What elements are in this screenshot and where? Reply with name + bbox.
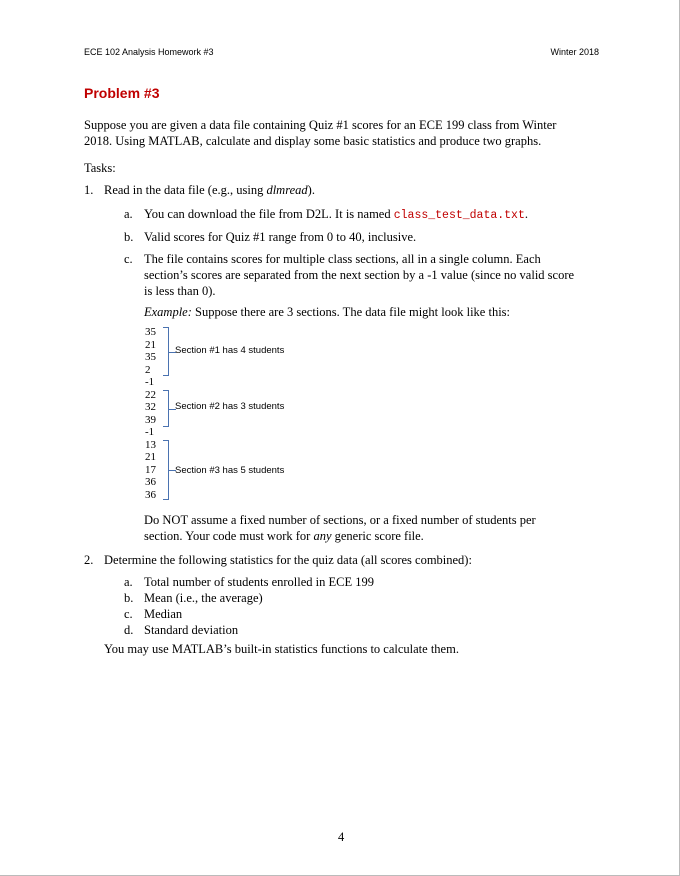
data-value: -1	[145, 426, 155, 438]
header-left: ECE 102 Analysis Homework #3	[84, 47, 214, 57]
data-value: 36	[145, 488, 156, 501]
task-number: 2.	[84, 553, 94, 567]
note-text: Do NOT assume a fixed number of sections, or a fixed number of students per	[144, 513, 536, 527]
subitem-letter: b.	[124, 230, 134, 244]
intro-line: Suppose you are given a data file containing Quiz #1 scores for an ECE 199 class from Winter	[84, 118, 557, 132]
subitem-text: Median	[144, 607, 183, 621]
data-value: 32	[145, 401, 156, 413]
data-value: 36	[145, 476, 156, 488]
example-text: Example: Suppose there are 3 sections. The data file might look like this:	[144, 305, 511, 319]
subitem-letter: c.	[124, 607, 133, 621]
subitem-letter: a.	[124, 207, 133, 221]
subitem-letter: a.	[124, 575, 133, 589]
subitem-letter: b.	[124, 591, 134, 605]
section-label: Section #2 has 3 students	[175, 401, 285, 412]
data-value: 35	[145, 326, 156, 338]
section-bracket	[163, 327, 169, 376]
task-text: Determine the following statistics for the quiz data (all scores combined):	[104, 553, 472, 567]
data-value: 35	[145, 351, 156, 363]
note-text: You may use MATLAB’s built-in statistics functions to calculate them.	[104, 642, 459, 656]
data-value: 13	[145, 438, 156, 451]
subitem-text: You can download the file from D2L. It is named class_test_data.txt.	[144, 207, 528, 222]
intro-line: 2018. Using MATLAB, calculate and display some basic statistics and produce two graphs.	[84, 134, 542, 148]
data-value: 17	[145, 463, 156, 476]
problem-title: Problem #3	[84, 85, 160, 101]
subitem-letter: c.	[124, 252, 133, 266]
subitem-text: Mean (i.e., the average)	[144, 591, 263, 605]
section-bracket	[163, 440, 169, 500]
subitem-letter: d.	[124, 623, 134, 637]
subitem-text: Valid scores for Quiz #1 range from 0 to 40, inclusive.	[144, 230, 417, 244]
note-text: section. Your code must work for any generic score file.	[144, 529, 424, 543]
subitem-text: is less than 0).	[144, 284, 216, 298]
subitem-text: Total number of students enrolled in ECE 199	[144, 575, 374, 589]
data-value: 2	[145, 363, 151, 376]
task-number: 1.	[84, 183, 94, 197]
subitem-text: section’s scores are separated from the next section by a -1 value (since no valid score	[144, 268, 575, 282]
subitem-text: The file contains scores for multiple class sections, all in a single column. Each	[144, 252, 541, 266]
header-right: Winter 2018	[550, 47, 599, 57]
section-label: Section #1 has 4 students	[175, 345, 285, 356]
section-bracket	[163, 390, 169, 427]
subitem-text: Standard deviation	[144, 623, 239, 637]
data-value: 22	[145, 388, 156, 401]
data-value: 39	[145, 413, 156, 426]
section-label: Section #3 has 5 students	[175, 465, 285, 476]
tasks-label: Tasks:	[84, 161, 116, 175]
data-value: 21	[145, 338, 156, 351]
data-value: 21	[145, 451, 156, 463]
data-value: -1	[145, 376, 155, 388]
task-text: Read in the data file (e.g., using dlmread).	[104, 183, 315, 197]
page-number: 4	[338, 830, 345, 844]
